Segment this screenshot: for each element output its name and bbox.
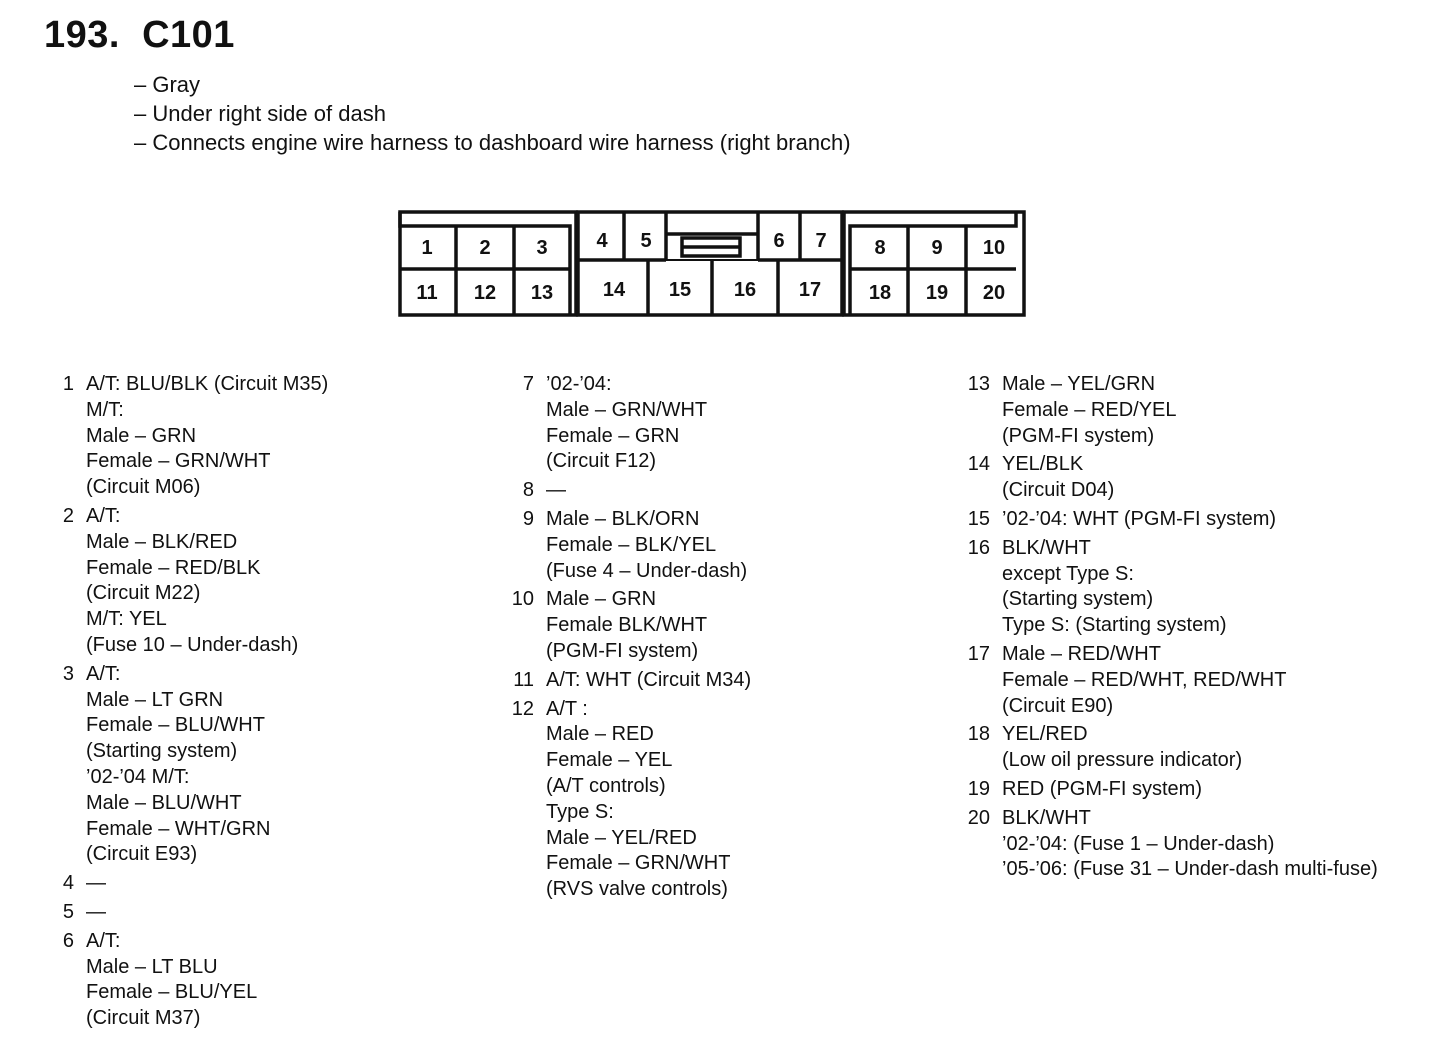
pin-number: 14 <box>967 453 990 476</box>
pin-number: 6 <box>62 929 74 952</box>
pin-label: 18 <box>868 282 892 304</box>
pin-list-column-3 <box>956 372 1446 886</box>
pin-description-line: ’05-’06: (Fuse 31 – Under-dash multi-fuse) <box>1002 858 1378 881</box>
pin-description-line: Male – YEL/GRN <box>1002 373 1156 395</box>
pin-description-line: A/T: BLU/BLK (Circuit M35) <box>86 373 329 395</box>
pin-description-line: (Fuse 10 – Under-dash) <box>86 633 299 656</box>
pin-number: 3 <box>62 662 74 685</box>
pin-label: 7 <box>815 230 827 252</box>
pin-description-line: (Fuse 4 – Under-dash) <box>546 559 748 582</box>
pin-label: 1 <box>421 237 433 259</box>
pin-description-line: Type S: <box>546 800 614 823</box>
pin-description-line: Male – RED/WHT <box>1002 642 1161 665</box>
pin-label: 3 <box>536 237 548 259</box>
pin-entry-8 <box>500 478 930 504</box>
pin-description-line: Female – BLU/YEL <box>86 981 258 1004</box>
pin-description-line: ’02-’04: WHT (PGM-FI system) <box>1002 507 1277 530</box>
detail-location: – Under right side of dash <box>134 101 386 126</box>
pin-entry-14 <box>956 452 1446 504</box>
pin-description-line: (PGM-FI system) <box>1002 424 1155 447</box>
pin-label: 17 <box>798 279 822 301</box>
pin-description-line: — <box>86 900 106 923</box>
pin-label: 8 <box>874 237 886 259</box>
pin-entry-7 <box>500 372 930 475</box>
pin-label: 2 <box>479 237 491 259</box>
pin-number: 10 <box>511 588 534 611</box>
pin-description-line: Male – GRN <box>546 588 657 611</box>
pin-description-line: A/T: WHT (Circuit M34) <box>546 668 752 691</box>
pin-number: 15 <box>967 507 990 530</box>
pin-list-column-2 <box>500 372 930 906</box>
pin-description-line: RED (PGM-FI system) <box>1002 777 1202 800</box>
pin-description-line: (Starting system) <box>1002 588 1154 611</box>
pin-entry-10 <box>500 587 930 664</box>
pin-description-line: (Low oil pressure indicator) <box>1002 749 1243 772</box>
pin-description-line: — <box>546 479 566 502</box>
pin-label: 19 <box>925 282 949 304</box>
pin-entry-16 <box>956 536 1446 639</box>
pin-description-line: Male – BLU/WHT <box>86 791 242 814</box>
pin-entry-9 <box>500 507 930 584</box>
detail-color: – Gray <box>134 72 201 97</box>
pin-description-line: ’02-’04: (Fuse 1 – Under-dash) <box>1002 832 1275 855</box>
pin-description-line: Female – WHT/GRN <box>86 817 271 840</box>
pin-entry-6 <box>40 929 460 1032</box>
pin-description-line: except Type S: <box>1002 562 1134 585</box>
pin-number: 5 <box>62 900 74 923</box>
pin-entry-12 <box>500 697 930 903</box>
pin-description-line: Male – YEL/RED <box>546 826 697 849</box>
pin-label: 4 <box>596 230 608 252</box>
pin-description-line: (PGM-FI system) <box>546 639 699 662</box>
connector-face-svg <box>390 204 1035 324</box>
pin-label: 9 <box>931 237 943 259</box>
pin-entry-11 <box>500 668 930 694</box>
pin-label: 13 <box>530 282 554 304</box>
pin-label: 12 <box>473 282 497 304</box>
pin-description-line: Female – GRN <box>546 424 680 447</box>
pin-description-line: Female – GRN/WHT <box>86 450 271 473</box>
pin-entry-15 <box>956 507 1446 533</box>
pin-description-line: (RVS valve controls) <box>546 878 728 901</box>
pin-entry-18 <box>956 722 1446 774</box>
pin-number: 11 <box>513 668 534 691</box>
pin-description-line: (Circuit E90) <box>1002 694 1114 717</box>
pin-number: 1 <box>62 373 74 395</box>
pin-label: 11 <box>416 282 438 304</box>
pin-entry-19 <box>956 777 1446 803</box>
pin-description-line: Female – RED/BLK <box>86 556 261 579</box>
pin-description-line: A/T : <box>546 697 588 720</box>
pin-label: 5 <box>640 230 652 252</box>
connector-title: 193. C101 <box>44 14 235 56</box>
pin-description-line: (Circuit D04) <box>1002 479 1115 502</box>
pin-number: 4 <box>62 872 74 895</box>
pin-number: 12 <box>511 697 534 720</box>
pin-description-line: Male – LT GRN <box>86 688 224 711</box>
pin-description-line: Male – GRN/WHT <box>546 398 708 421</box>
pin-label: 10 <box>982 237 1006 259</box>
pin-description-line: Male – GRN <box>86 424 197 447</box>
pin-description-line: Female – RED/WHT, RED/WHT <box>1002 668 1287 691</box>
pin-label: 15 <box>668 279 692 301</box>
pin-description-line: M/T: <box>86 398 124 421</box>
pin-description-line: Male – BLK/RED <box>86 530 238 553</box>
pin-description-line: Female – RED/YEL <box>1002 398 1177 421</box>
pin-label: 20 <box>982 282 1006 304</box>
pin-description-line: YEL/RED <box>1002 723 1088 746</box>
pin-number: 18 <box>967 723 990 746</box>
pin-number: 9 <box>522 507 534 530</box>
pin-description-line: (Circuit M06) <box>86 476 201 499</box>
pin-description-line: — <box>86 872 106 895</box>
pin-description-line: Female – BLK/YEL <box>546 533 717 556</box>
pin-list-column-1 <box>40 372 460 1035</box>
pin-description-line: A/T: <box>86 504 121 527</box>
pin-entry-13 <box>956 372 1446 449</box>
pin-description-line: YEL/BLK <box>1002 453 1084 476</box>
pin-label: 16 <box>733 279 757 301</box>
pin-number: 20 <box>967 806 990 829</box>
pin-number: 7 <box>522 373 534 395</box>
pin-description-line: Female – YEL <box>546 749 673 772</box>
pin-description-line: A/T: <box>86 929 121 952</box>
connector-face-diagram <box>390 204 1035 324</box>
pin-description-line: (Circuit E93) <box>86 843 198 866</box>
pin-description-line: (Starting system) <box>86 740 238 763</box>
pin-description-line: ’02-’04 M/T: <box>86 765 190 788</box>
pin-entry-4 <box>40 871 460 897</box>
pin-entry-20 <box>956 806 1446 883</box>
pin-number: 13 <box>967 373 990 395</box>
pin-description-line: M/T: YEL <box>86 608 167 631</box>
pin-description-line: Female – GRN/WHT <box>546 852 731 875</box>
pin-description-line: (Circuit M37) <box>86 1007 201 1030</box>
pin-entry-2 <box>40 504 460 659</box>
pin-description-line: Male – LT BLU <box>86 955 218 978</box>
pin-entry-1 <box>40 372 460 501</box>
pin-entry-17 <box>956 642 1446 719</box>
connector-details <box>134 70 851 157</box>
pin-description-line: BLK/WHT <box>1002 806 1091 829</box>
pin-label: 6 <box>773 230 785 252</box>
pin-number: 19 <box>967 777 990 800</box>
pin-number: 8 <box>522 479 534 502</box>
pin-entry-5 <box>40 900 460 926</box>
pin-description-line: (A/T controls) <box>546 774 666 797</box>
pin-number: 2 <box>62 504 74 527</box>
pin-description-line: Male – BLK/ORN <box>546 507 700 530</box>
pin-description-line: Female BLK/WHT <box>546 614 708 637</box>
pin-entry-3 <box>40 662 460 868</box>
pin-description-line: BLK/WHT <box>1002 536 1091 559</box>
pin-description-line: ’02-’04: <box>546 373 612 395</box>
pin-description-line: (Circuit M22) <box>86 582 201 605</box>
pin-label: 14 <box>602 279 626 301</box>
pin-description-line: Male – RED <box>546 723 654 746</box>
pin-description-line: A/T: <box>86 662 121 685</box>
pin-number: 17 <box>967 642 990 665</box>
pin-description-line: Type S: (Starting system) <box>1002 614 1227 637</box>
detail-connection: – Connects engine wire harness to dashboard wire harness (right branch) <box>134 130 851 155</box>
pin-number: 16 <box>967 536 990 559</box>
pin-description-line: Female – BLU/WHT <box>86 714 265 737</box>
pin-description-line: (Circuit F12) <box>546 450 657 473</box>
